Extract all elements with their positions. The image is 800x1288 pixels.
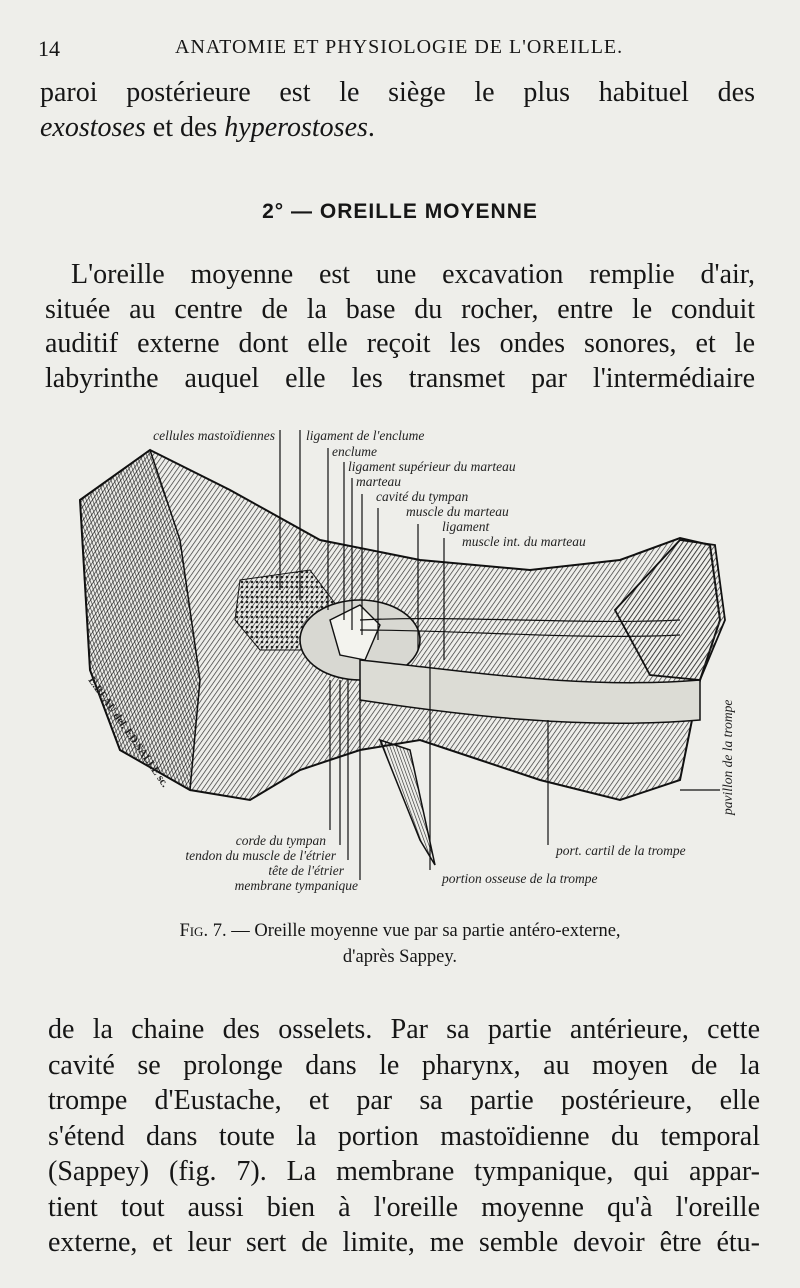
label-malleus-muscle: muscle du marteau — [406, 504, 509, 519]
text-fragment: . — [367, 111, 375, 143]
paragraph-main — [45, 258, 755, 396]
text-line: L'oreille moyenne est une excavation remplie d'air, — [71, 259, 755, 290]
figure-caption — [0, 918, 800, 970]
section-title: 2° — OREILLE MOYENNE — [262, 200, 538, 223]
label-stapes-head: tête de l'étrier — [268, 863, 344, 878]
label-incus: enclume — [332, 444, 377, 459]
text-line: trompe d'Eustache, et par sa partie postérieure, elle — [48, 1085, 760, 1116]
text-line: cavité se prolonge dans le pharynx, au moyen de la — [48, 1049, 760, 1081]
term-hyperostoses: hyperostoses — [224, 111, 368, 143]
running-title: ANATOMIE ET PHYSIOLOGIE DE L'OREILLE. — [175, 36, 624, 58]
text-line: labyrinthe auquel elle les transmet par l'intermédiaire — [45, 362, 755, 394]
middle-ear-illustration — [60, 420, 760, 900]
text-line — [40, 111, 480, 146]
paragraph-continuation — [48, 1012, 760, 1261]
text-line: de la chaine des osselets. Par sa partie antérieure, cette — [48, 1014, 760, 1045]
label-malleus: marteau — [356, 474, 401, 489]
caption-text: — Oreille moyenne vue par sa partie antéro-externe, — [226, 921, 621, 941]
label-bony-eustachian-tube: portion osseuse de la trompe — [442, 871, 598, 886]
caption-line — [0, 918, 800, 944]
label-ligament: ligament — [442, 519, 490, 534]
text-line: externe, et leur sert de limite, me semble devoir être étu- — [48, 1227, 760, 1258]
caption-line: d'après Sappey. — [342, 947, 458, 967]
label-tympanic-cavity: cavité du tympan — [376, 489, 469, 504]
figure-number: Fig. 7. — [179, 921, 227, 941]
label-internal-malleus-muscle: muscle int. du marteau — [462, 534, 586, 549]
label-cartilaginous-eustachian-tube: port. cartil de la trompe — [556, 843, 686, 858]
label-chorda-tympani: corde du tympan — [235, 833, 326, 848]
text-line: s'étend dans toute la portion mastoïdienne du temporal — [48, 1120, 760, 1152]
paragraph-intro — [40, 76, 755, 145]
label-stapedius-tendon: tendon du muscle de l'étrier — [185, 848, 336, 863]
label-tympanic-membrane: membrane tympanique — [234, 878, 358, 893]
text-line: (Sappey) (fig. 7). La membrane tympanique, qui appar- — [48, 1156, 760, 1187]
page-number: 14 — [38, 36, 60, 61]
text-line: tient tout aussi bien à l'oreille moyenne qu'à l'oreille — [48, 1191, 760, 1223]
text-line: paroi postérieure est le siège le plus habituel des — [40, 77, 755, 108]
label-mastoid-cells: cellules mastoïdiennes — [153, 428, 275, 443]
text-line: auditif externe dont elle reçoit les ondes sonores, et le — [45, 328, 755, 359]
label-tube-pavilion: pavillon de la trompe — [720, 699, 735, 815]
figure-middle-ear — [60, 420, 760, 900]
running-header — [0, 36, 800, 66]
engraver-signature: E.BEAU del. ED.SALLE sc. — [85, 674, 171, 790]
text-fragment: et des — [145, 111, 225, 143]
label-incus-ligament: ligament de l'enclume — [306, 428, 425, 443]
label-malleus-superior-ligament: ligament supérieur du marteau — [348, 459, 516, 474]
term-exostoses: exostoses — [40, 111, 146, 143]
text-line: située au centre de la base du rocher, entre le conduit — [45, 293, 755, 325]
styloid-process — [380, 740, 435, 865]
